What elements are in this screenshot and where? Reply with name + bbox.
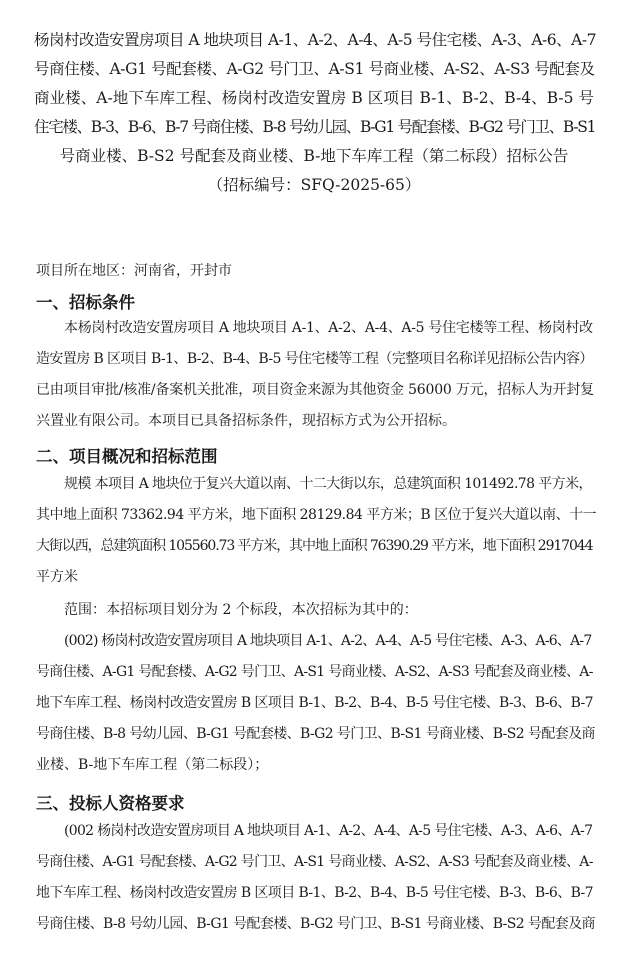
body-line: 大街以西，总建筑面积 105560.73 平方米，其中地上面积 76390.29 平方米，地下面积 2917044	[36, 538, 593, 554]
section-1-body	[36, 313, 596, 437]
body-line: 兴置业有限公司。本项目已具备招标条件，现招标方式为公开招标。	[36, 413, 456, 429]
title-line: 杨岗村改造安置房项目 A 地块项目 A-1、A-2、A-4、A-5 号住宅楼、A-3、A-6、A-7	[34, 31, 596, 49]
body-line: 号商住楼、B-8 号幼儿园、B-G1 号配套楼、B-G2 号门卫、B-S1 号商业楼、B-S2 号配套及商	[36, 916, 595, 932]
body-line: 地下车库工程、杨岗村改造安置房 B 区项目 B-1、B-2、B-4、B-5 号住宅楼、B-3、B-6、B-7	[36, 885, 593, 901]
title-line: 商业楼、A-地下车库工程、杨岗村改造安置房 B 区项目 B-1、B-2、B-4、B-5 号	[34, 89, 594, 107]
tender-number: （招标编号：SFQ-2025-65）	[207, 176, 421, 194]
body-line: 造安置房 B 区项目 B-1、B-2、B-4、B-5 号住宅楼等工程（完整项目名称详见招标公告内容）	[36, 351, 593, 367]
body-line: (002 杨岗村改造安置房项目 A 地块项目 A-1、A-2、A-4、A-5 号住宅楼、A-3、A-6、A-7	[64, 823, 593, 839]
section-2-heading: 二、项目概况和招标范围	[36, 447, 218, 466]
body-line: 号商住楼、A-G1 号配套楼、A-G2 号门卫、A-S1 号商业楼、A-S2、A-S3 号配套及商业楼、A-	[36, 854, 593, 870]
title-line: 号商住楼、A-G1 号配套楼、A-G2 号门卫、A-S1 号商业楼、A-S2、A-S3 号配套及	[34, 60, 595, 78]
body-line: 业楼、B-地下车库工程（第二标段）；	[36, 757, 269, 773]
body-line: 号商住楼、B-8 号幼儿园、B-G1 号配套楼、B-G2 号门卫、B-S1 号商业楼、B-S2 号配套及商	[36, 726, 595, 742]
body-line: (002) 杨岗村改造安置房项目 A 地块项目 A-1、A-2、A-4、A-5 号住宅楼、A-3、A-6、A-7	[64, 633, 592, 649]
section-3-body	[36, 816, 596, 940]
section-2-scale	[36, 469, 596, 593]
project-location	[36, 256, 232, 287]
section-2-scope	[36, 595, 418, 626]
body-line: 已由项目审批/核准/备案机关批准，项目资金来源为其他资金 56000 万元，招标人为开封复	[36, 382, 594, 398]
section-1-heading: 一、招标条件	[36, 293, 135, 312]
section-3-heading: 三、投标人资格要求	[36, 794, 185, 813]
body-line: 地下车库工程、杨岗村改造安置房 B 区项目 B-1、B-2、B-4、B-5 号住宅楼、B-3、B-6、B-7	[36, 695, 593, 711]
body-line: 平方米	[36, 569, 78, 585]
section-2-lot	[36, 626, 596, 781]
title-line: 住宅楼、B-3、B-6、B-7 号商住楼、B-8 号幼儿园、B-G1 号配套楼、B-G2 号门卫、B-S1	[34, 118, 596, 136]
location-text: 项目所在地区：河南省，开封市	[36, 263, 232, 279]
scope-line: 范围：本招标项目划分为 2 个标段，本次招标为其中的：	[64, 602, 418, 618]
body-line: 号商住楼、A-G1 号配套楼、A-G2 号门卫、A-S1 号商业楼、A-S2、A-S3 号配套及商业楼、A-	[36, 664, 593, 680]
notice-title	[34, 26, 594, 200]
body-line: 本杨岗村改造安置房项目 A 地块项目 A-1、A-2、A-4、A-5 号住宅楼等工程、杨岗村改	[64, 320, 593, 336]
body-line: 其中地上面积 73362.94 平方米，地下面积 28129.84 平方米；B 区位于复兴大道以南、十一	[36, 507, 597, 523]
body-line: 规模 本项目 A 地块位于复兴大道以南、十二大街以东，总建筑面积 101492.78 平方米，	[64, 476, 592, 492]
title-line: 号商业楼、B-S2 号配套及商业楼、B-地下车库工程（第二标段）招标公告	[59, 147, 569, 165]
